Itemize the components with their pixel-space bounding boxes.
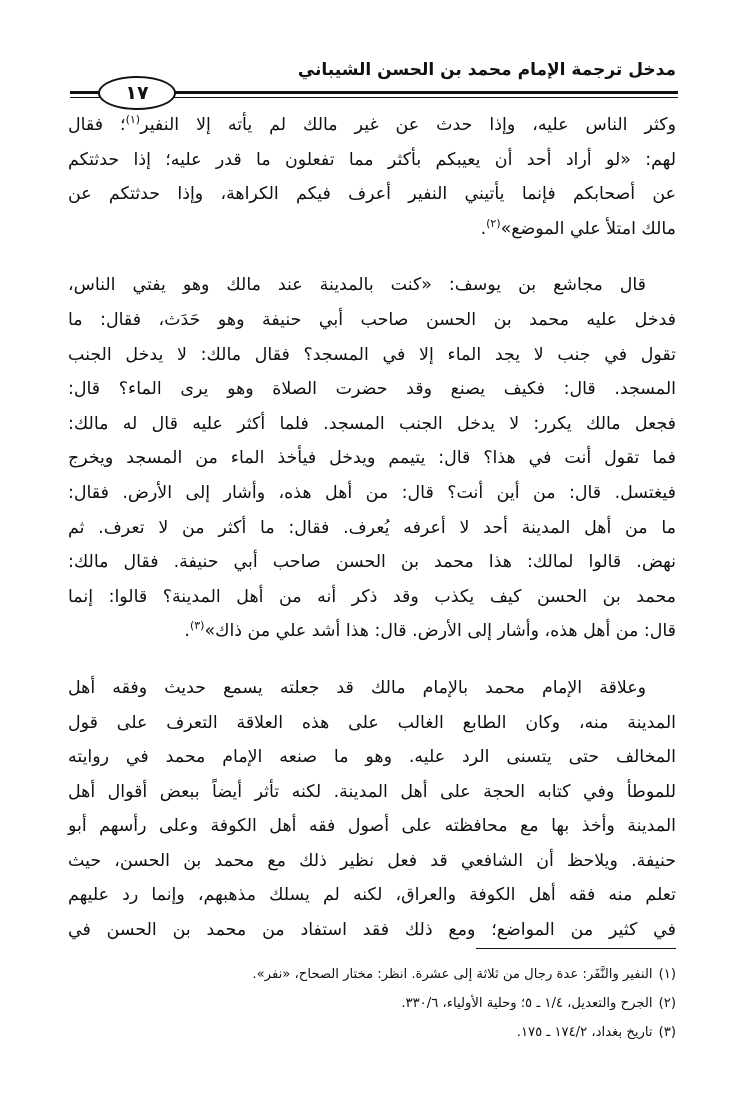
footnote-text: تاريخ بغداد، ١٧٤/٢ ـ ١٧٥. [516,1025,653,1040]
text-line: فيغتسل. قال: من أين أنت؟ قال: من أهل هذه، وأشار إلى الأرض. فقال: [68,482,676,503]
footnote-rule [476,948,676,949]
text-run: وكثر الناس عليه، وإذا حدث عن غير مالك لم يأته إلا النفير [140,115,676,135]
footnote-1 [68,960,676,989]
text-line: قال مجاشع بن يوسف: «كنت بالمدينة عند مالك وهو يفتي الناس، [68,275,646,296]
paragraph-gap [68,246,676,268]
running-title: مدخل ترجمة الإمام محمد بن الحسن الشيباني [297,60,676,80]
footnote-ref-1[interactable]: (١) [125,113,141,127]
text-line: المسجد. قال: فكيف يصنع وقد حضرت الصلاة وهو يرى الماء؟ قال: [68,379,676,400]
footnotes [68,960,676,1047]
text-run: . [480,218,487,239]
main-text [68,108,676,948]
paragraph-1 [68,108,676,246]
text-run: ؛ فقال [68,115,126,135]
text-line: المدينة وأخذ بها مع محافظته على أصول فقه أهل الكوفة وعلى رأسهم أبو [68,816,676,837]
paragraph-3 [68,671,676,948]
text-line: محمد بن الحسن كيف يكذب وقد ذكر أنه من أهل المدينة؟ قالوا: إنما [68,586,676,607]
text-line: المدينة منه، وكان الطابع الغالب على هذه العلاقة التعرف على قول [68,712,676,733]
text-line: حنيفة. ويلاحظ أن الشافعي قد فعل نظير ذلك مع محمد بن الحسن، حيث [68,850,676,871]
text-line: المخالف حتى يتسنى الرد عليه. وهو ما صنعه الإمام محمد في روايته [68,747,676,768]
text-line: فجعل مالك يكرر: لا يدخل الجنب المسجد. فلما أكثر عليه قال له مالك: [68,413,676,434]
text-line: وعلاقة الإمام محمد بالإمام مالك قد جعلته يسمع حديث وفقه أهل [68,677,646,698]
footnote-2 [68,989,676,1018]
page-number: ١٧ [125,82,149,104]
footnote-ref-2[interactable]: (٢) [486,216,501,230]
page-number-badge [98,76,176,110]
text-line: فدخل عليه محمد بن الحسن صاحب أبي حنيفة وهو حَدَث، فقال: ما [68,309,676,330]
text-line [68,108,676,143]
text-line: عن أصحابكم فإنما يأتيني النفير أعرف فيكم الكراهة، وإذا حدثتكم عن [68,184,676,205]
paragraph-gap [68,649,676,671]
text-line: ما من أهل المدينة أحد لا أعرفه يُعرف. فقال: ما أكثر من لا تعرف. ثم [68,517,676,538]
text-line: لهم: «لو أراد أحد أن يعيبكم بأكثر مما تفعلون ما قدر عليه؛ إذا حدثتكم [68,149,676,170]
text-line [68,212,676,247]
text-run: . [184,621,190,642]
footnote-ref-3[interactable]: (٣) [189,619,205,633]
text-run: قال: من أهل هذه، وأشار إلى الأرض. قال: هذا أشد علي من ذاك» [204,621,676,642]
text-line: تقول في جنب لا يجد الماء إلا في المسجد؟ فقال مالك: لا يدخل الجنب [68,344,676,365]
text-line: في كثير من المواضع؛ ومع ذلك فقد استفاد من محمد بن الحسن في [68,920,676,941]
footnote-text: النفير والنَّفَر: عدة رجال من ثلاثة إلى عشرة. انظر: مختار الصحاح، «نفر». [252,967,653,982]
footnote-number: (٣) [658,1025,676,1040]
paragraph-2 [68,268,676,649]
text-line [68,614,676,649]
text-line: نهض. قالوا لمالك: هذا محمد بن الحسن صاحب أبي حنيفة. فقال مالك: [68,552,676,573]
footnote-text: الجرح والتعديل، ١/٤ ـ ٥؛ وحلية الأولياء، ٣٣٠/٦. [401,996,653,1011]
footnote-number: (١) [658,967,676,982]
text-line: للموطأ وفي كتابه الحجة على أهل المدينة. لكنه تأثر أيضاً ببعض أقوال أهل [68,781,676,802]
text-line: فما تقول أنت في هذا؟ قال: يتيمم ويدخل فيأخذ الماء من المسجد ويخرج [68,448,676,469]
text-line: تعلم منه فقه أهل الكوفة والعراق، لكنه لم يسلك مذهبهم، وإنما رد عليهم [68,885,676,906]
footnote-3 [68,1018,676,1047]
footnote-number: (٢) [658,996,676,1011]
text-run: مالك امتلأ علي الموضع» [500,218,676,239]
